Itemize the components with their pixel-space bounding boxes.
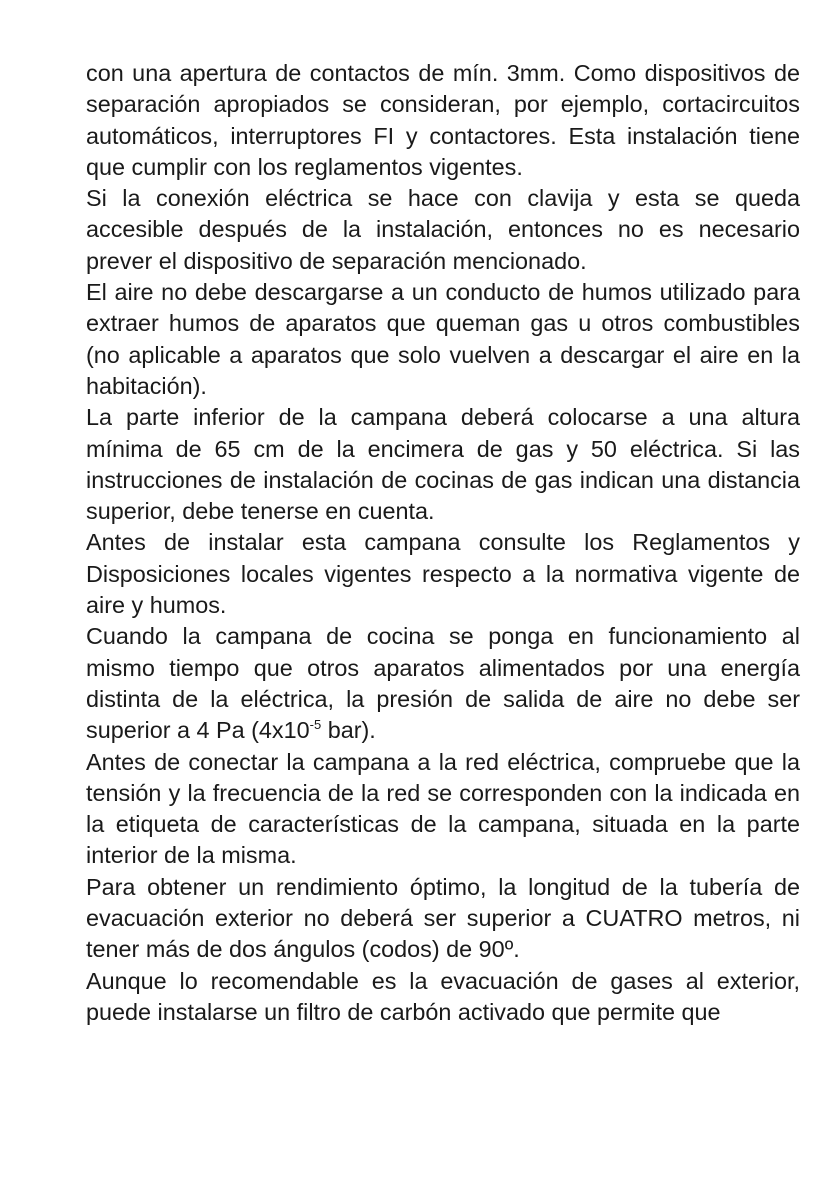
air-pressure-unit: bar). [321,717,376,744]
air-pressure-text: Cuando la campana de cocina se ponga en funcionamiento al mismo tiempo que otros aparatos alimentados por una energía distinta de la eléctrica, la presión de salida de aire no debe ser superior a 4 Pa (4x10 [86,623,800,744]
paragraph-plug-connection: Si la conexión eléctrica se hace con clavija y esta se queda accesible después de la instalación, entonces no es necesario prever el dispositivo de separación mencionado. [86,185,800,274]
paragraph-air-discharge: El aire no debe descargarse a un conducto de humos utilizado para extraer humos de aparatos que queman gas u otros combustibles (no aplicable a aparatos que solo vuelven a descargar el aire en la habitación). [86,279,800,399]
paragraph-voltage-check: Antes de conectar la campana a la red eléctrica, compruebe que la tensión y la frecuencia de la red se corresponden con la indicada en la etiqueta de características de la campana, situada en la parte interior de la misma. [86,748,800,869]
paragraph-separation-devices: con una apertura de contactos de mín. 3mm. Como dispositivos de separación apropiados se consideran, por ejemplo, cortacircuitos automáticos, interruptores FI y contactores. Esta instalación tiene que cumplir con los reglamentos vigentes. [86,60,800,180]
paragraph-air-pressure [86,621,800,746]
paragraph-local-regulations: Antes de instalar esta campana consulte los Reglamentos y Disposiciones locales vigentes respecto a la normativa vigente de aire y humos. [86,529,800,619]
paragraph-installation-height: La parte inferior de la campana deberá colocarse a una altura mínima de 65 cm de la encimera de gas y 50 eléctrica. Si las instrucciones de instalación de cocinas de gas indican una distancia superior, debe tenerse en cuenta. [86,404,800,525]
document-page [86,58,800,1028]
air-pressure-exponent: -5 [309,717,322,733]
paragraph-duct-length: Para obtener un rendimiento óptimo, la longitud de la tubería de evacuación exterior no deberá ser superior a CUATRO metros, ni tener más de dos ángulos (codos) de 90º. [86,873,800,963]
paragraph-carbon-filter: Aunque lo recomendable es la evacuación de gases al exterior, puede instalarse un filtro de carbón activado que permite que [86,967,800,1025]
